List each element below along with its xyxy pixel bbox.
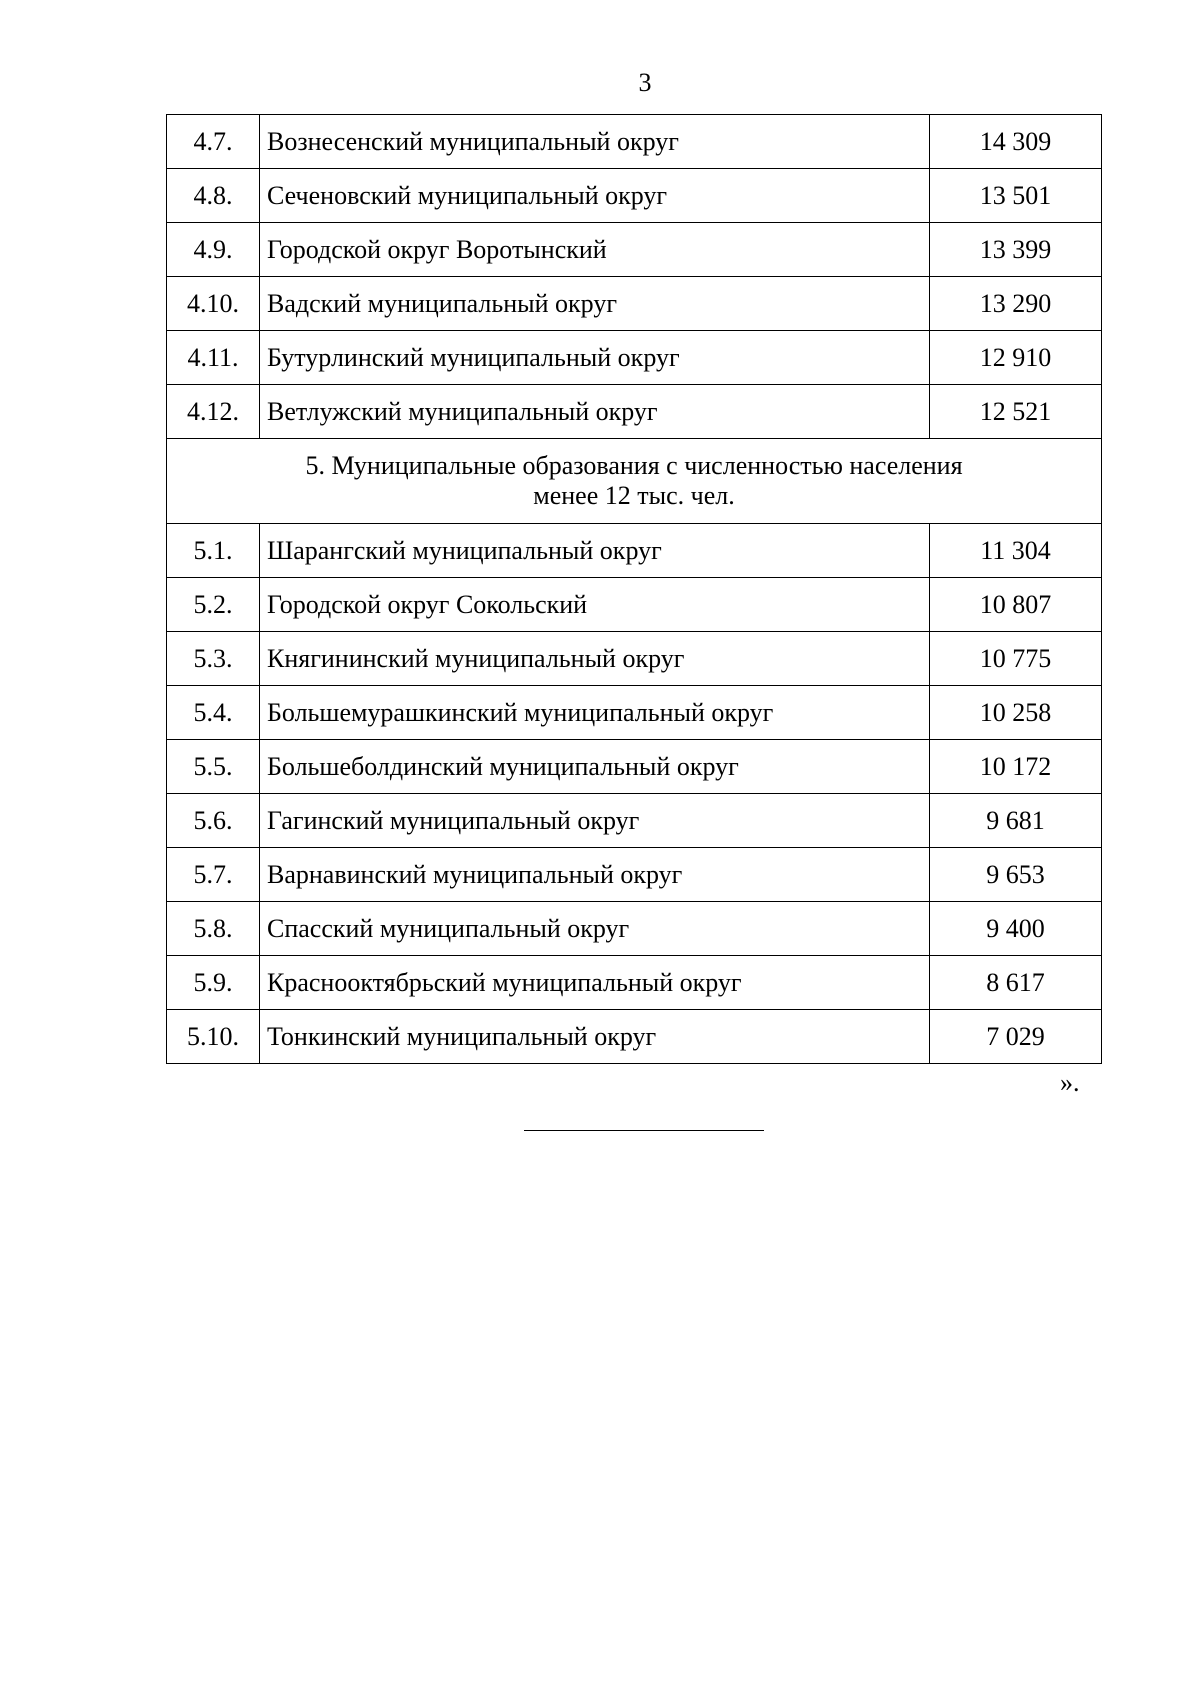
table-row (167, 1010, 1102, 1064)
population-value: 9 400 (930, 902, 1102, 956)
section-heading-line-2: менее 12 тыс. чел. (533, 481, 735, 510)
population-value: 10 807 (930, 578, 1102, 632)
municipality-name: Ветлужский муниципальный округ (260, 385, 930, 439)
population-value: 12 910 (930, 331, 1102, 385)
closing-quote: ». (1060, 1068, 1080, 1097)
row-number: 4.9. (167, 223, 260, 277)
population-value: 14 309 (930, 115, 1102, 169)
population-value: 13 501 (930, 169, 1102, 223)
table-row (167, 686, 1102, 740)
municipality-name: Вознесенский муниципальный округ (260, 115, 930, 169)
row-number: 5.3. (167, 632, 260, 686)
municipality-name: Краснооктябрьский муниципальный округ (260, 956, 930, 1010)
table-row (167, 848, 1102, 902)
page-number: 3 (638, 68, 652, 97)
population-value: 12 521 (930, 385, 1102, 439)
section-5-heading (167, 439, 1102, 524)
municipality-population-table (166, 114, 1102, 1064)
municipality-name: Бутурлинский муниципальный округ (260, 331, 930, 385)
municipality-name: Тонкинский муниципальный округ (260, 1010, 930, 1064)
table-row (167, 740, 1102, 794)
population-value: 9 653 (930, 848, 1102, 902)
row-number: 4.10. (167, 277, 260, 331)
table-row (167, 956, 1102, 1010)
table-row (167, 385, 1102, 439)
table-row (167, 902, 1102, 956)
table-row (167, 794, 1102, 848)
municipality-name: Большеболдинский муниципальный округ (260, 740, 930, 794)
municipality-name: Городской округ Воротынский (260, 223, 930, 277)
row-number: 5.5. (167, 740, 260, 794)
table-row (167, 578, 1102, 632)
municipality-name: Спасский муниципальный округ (260, 902, 930, 956)
table-row (167, 169, 1102, 223)
population-value: 13 290 (930, 277, 1102, 331)
population-value: 10 775 (930, 632, 1102, 686)
table-row (167, 277, 1102, 331)
municipality-name: Шарангский муниципальный округ (260, 524, 930, 578)
row-number: 4.11. (167, 331, 260, 385)
municipality-name: Сеченовский муниципальный округ (260, 169, 930, 223)
population-value: 10 172 (930, 740, 1102, 794)
row-number: 5.4. (167, 686, 260, 740)
table-row (167, 632, 1102, 686)
municipality-name: Гагинский муниципальный округ (260, 794, 930, 848)
row-number: 4.12. (167, 385, 260, 439)
row-number: 5.2. (167, 578, 260, 632)
municipality-name: Вадский муниципальный округ (260, 277, 930, 331)
municipality-name: Городской округ Сокольский (260, 578, 930, 632)
population-value: 11 304 (930, 524, 1102, 578)
end-of-document-rule (524, 1130, 764, 1131)
section-heading-line-1: 5. Муниципальные образования с численностью населения (305, 451, 963, 480)
municipality-name: Варнавинский муниципальный округ (260, 848, 930, 902)
table-row (167, 524, 1102, 578)
population-value: 8 617 (930, 956, 1102, 1010)
table-row (167, 331, 1102, 385)
municipality-name: Княгининский муниципальный округ (260, 632, 930, 686)
row-number: 5.6. (167, 794, 260, 848)
row-number: 5.8. (167, 902, 260, 956)
row-number: 5.10. (167, 1010, 260, 1064)
population-value: 9 681 (930, 794, 1102, 848)
municipality-name: Большемурашкинский муниципальный округ (260, 686, 930, 740)
table-row (167, 115, 1102, 169)
table-row (167, 223, 1102, 277)
row-number: 4.7. (167, 115, 260, 169)
population-value: 13 399 (930, 223, 1102, 277)
row-number: 4.8. (167, 169, 260, 223)
row-number: 5.9. (167, 956, 260, 1010)
row-number: 5.7. (167, 848, 260, 902)
population-value: 7 029 (930, 1010, 1102, 1064)
population-value: 10 258 (930, 686, 1102, 740)
section-header-row (167, 439, 1102, 524)
row-number: 5.1. (167, 524, 260, 578)
